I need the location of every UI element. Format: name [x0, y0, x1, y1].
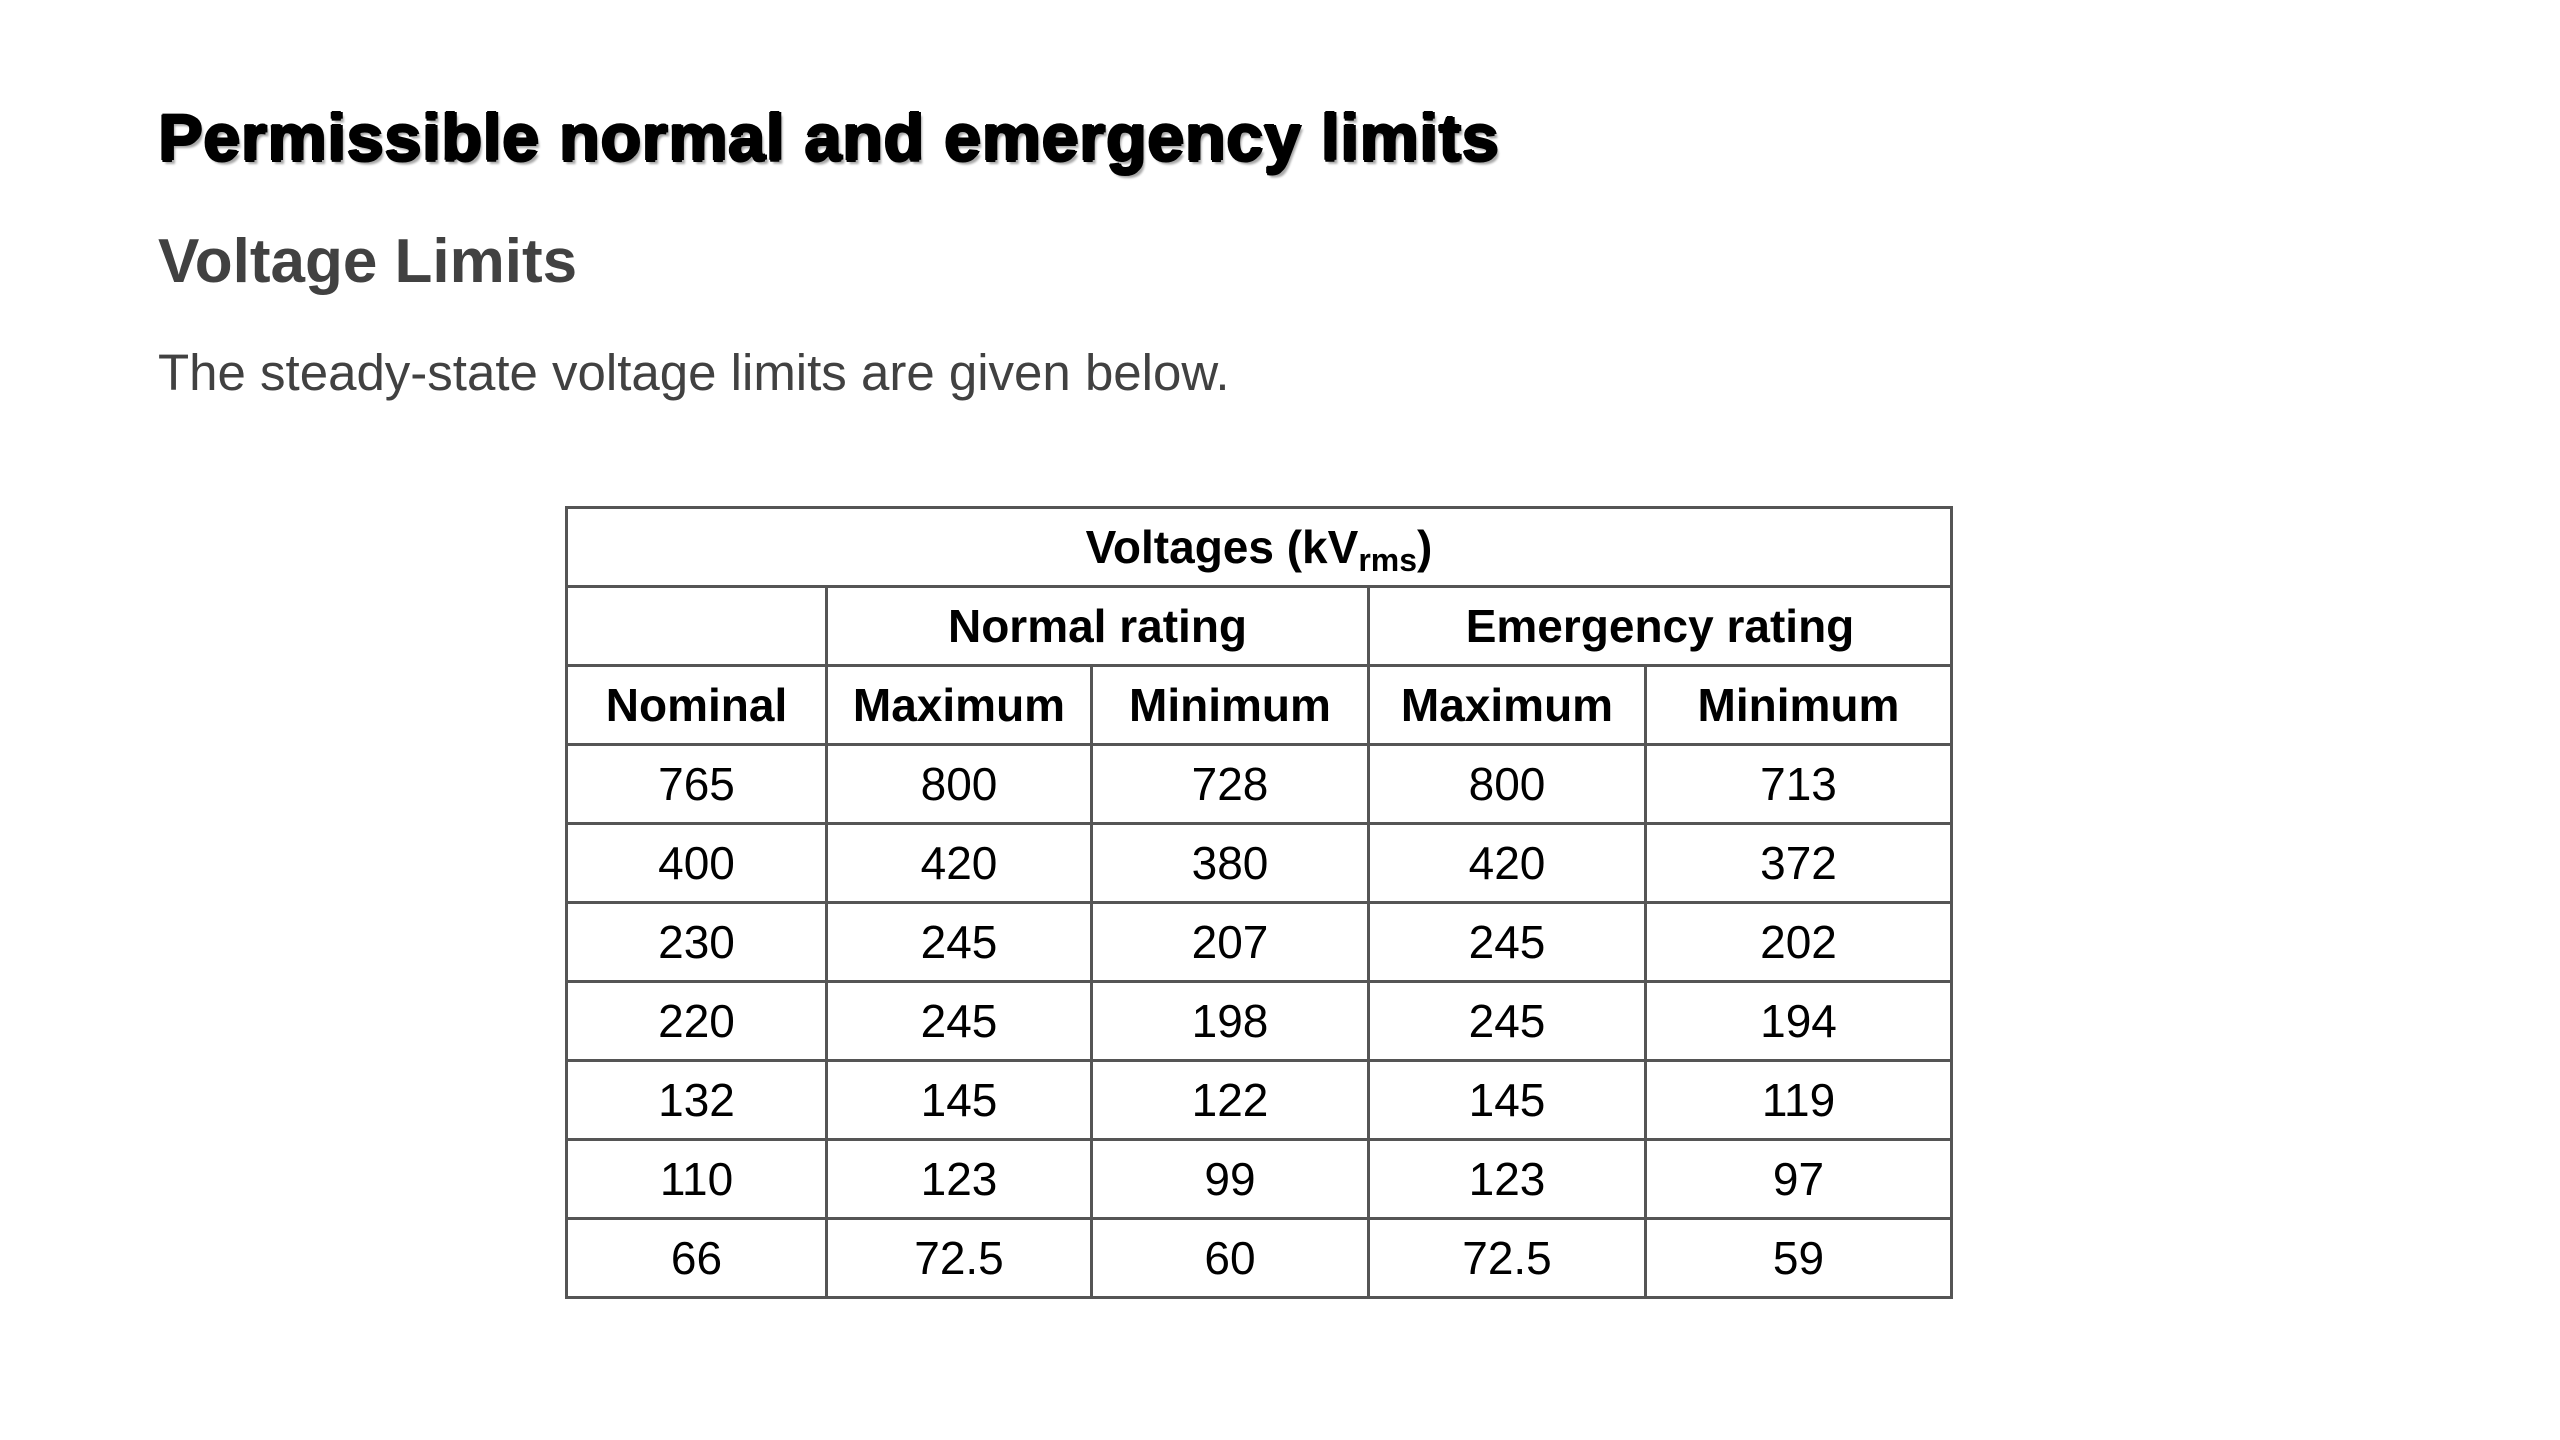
cell-nominal: 230 — [567, 903, 827, 982]
caption-subscript: rms — [1358, 542, 1418, 578]
cell-emergency-max: 245 — [1369, 982, 1646, 1061]
cell-emergency-min: 194 — [1646, 982, 1952, 1061]
cell-emergency-min: 372 — [1646, 824, 1952, 903]
cell-emergency-max: 123 — [1369, 1140, 1646, 1219]
cell-normal-max: 245 — [827, 982, 1092, 1061]
cell-normal-min: 207 — [1092, 903, 1369, 982]
cell-normal-min: 60 — [1092, 1219, 1369, 1298]
column-header-row — [567, 666, 1952, 745]
table-row — [567, 1140, 1952, 1219]
intro-text: The steady-state voltage limits are given below. — [158, 344, 1230, 401]
table-caption — [567, 508, 1952, 587]
caption-end: ) — [1417, 521, 1433, 573]
cell-emergency-max: 145 — [1369, 1061, 1646, 1140]
cell-normal-min: 99 — [1092, 1140, 1369, 1219]
cell-emergency-max: 800 — [1369, 745, 1646, 824]
table-caption-row — [567, 508, 1952, 587]
cell-nominal: 765 — [567, 745, 827, 824]
column-header-normal-min: Minimum — [1092, 666, 1369, 745]
cell-normal-max: 800 — [827, 745, 1092, 824]
cell-emergency-max: 72.5 — [1369, 1219, 1646, 1298]
cell-normal-max: 145 — [827, 1061, 1092, 1140]
cell-nominal: 66 — [567, 1219, 827, 1298]
group-header-row — [567, 587, 1952, 666]
table-row — [567, 1219, 1952, 1298]
cell-normal-max: 123 — [827, 1140, 1092, 1219]
cell-nominal: 110 — [567, 1140, 827, 1219]
cell-emergency-min: 119 — [1646, 1061, 1952, 1140]
table-row — [567, 745, 1952, 824]
cell-normal-max: 72.5 — [827, 1219, 1092, 1298]
column-header-emergency-min: Minimum — [1646, 666, 1952, 745]
cell-normal-min: 728 — [1092, 745, 1369, 824]
cell-nominal: 132 — [567, 1061, 827, 1140]
cell-emergency-min: 202 — [1646, 903, 1952, 982]
cell-emergency-min: 59 — [1646, 1219, 1952, 1298]
table-row — [567, 824, 1952, 903]
table-row — [567, 903, 1952, 982]
cell-normal-min: 198 — [1092, 982, 1369, 1061]
cell-normal-min: 380 — [1092, 824, 1369, 903]
column-header-emergency-max: Maximum — [1369, 666, 1646, 745]
group-header-emergency: Emergency rating — [1369, 587, 1952, 666]
caption-main: Voltages (kV — [1085, 521, 1359, 573]
voltage-limits-table — [565, 506, 1953, 1299]
cell-emergency-max: 420 — [1369, 824, 1646, 903]
cell-normal-max: 420 — [827, 824, 1092, 903]
cell-normal-max: 245 — [827, 903, 1092, 982]
cell-normal-min: 122 — [1092, 1061, 1369, 1140]
cell-nominal: 400 — [567, 824, 827, 903]
table-row — [567, 982, 1952, 1061]
slide-title: Permissible normal and emergency limits — [158, 100, 1500, 174]
cell-emergency-min: 713 — [1646, 745, 1952, 824]
group-header-normal: Normal rating — [827, 587, 1369, 666]
section-subtitle: Voltage Limits — [158, 227, 578, 296]
cell-emergency-max: 245 — [1369, 903, 1646, 982]
column-header-normal-max: Maximum — [827, 666, 1092, 745]
table-row — [567, 1061, 1952, 1140]
cell-emergency-min: 97 — [1646, 1140, 1952, 1219]
cell-nominal: 220 — [567, 982, 827, 1061]
column-header-nominal: Nominal — [567, 666, 827, 745]
voltage-limits-table-container — [565, 506, 1953, 1299]
group-header-blank — [567, 587, 827, 666]
